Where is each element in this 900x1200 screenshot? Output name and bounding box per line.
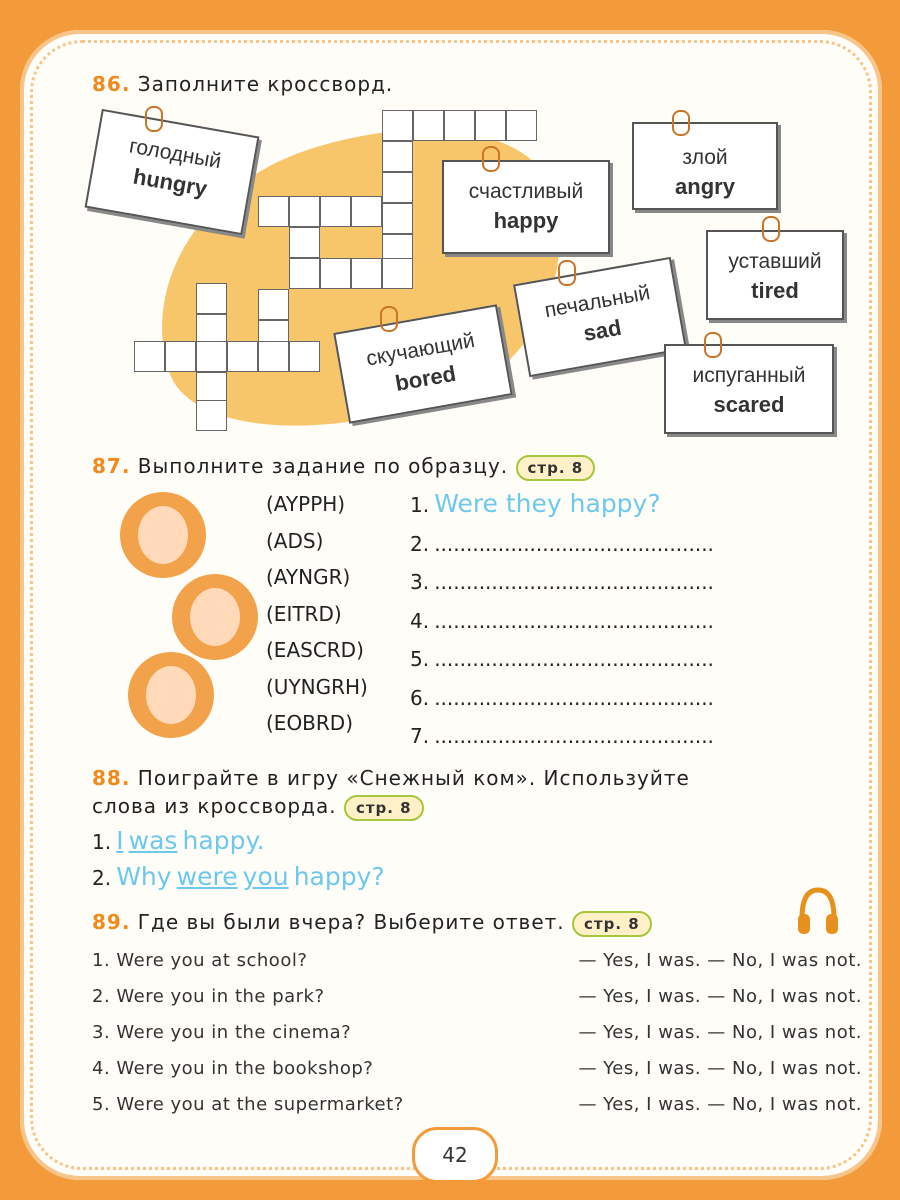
question-text: 5. Were you at the supermarket? xyxy=(92,1094,404,1115)
line-number: 3. xyxy=(410,570,430,594)
handwritten-word: you xyxy=(242,862,289,891)
answer-choices[interactable]: — Yes, I was. — No, I was not. xyxy=(578,1022,862,1043)
ex89-questions xyxy=(92,950,862,1130)
scrambled-word: (ADS) xyxy=(266,528,324,553)
handwritten-word: I xyxy=(116,826,124,855)
answer-line[interactable] xyxy=(410,564,830,603)
question-text: 4. Were you in the bookshop? xyxy=(92,1058,374,1079)
ex89-heading xyxy=(92,910,652,937)
crossword-cell[interactable] xyxy=(196,283,227,314)
line-number: 1. xyxy=(92,830,112,854)
line-number: 2. xyxy=(92,866,112,890)
crossword-cell[interactable] xyxy=(506,110,537,141)
question-row xyxy=(92,1058,862,1094)
crossword-cell[interactable] xyxy=(382,203,413,234)
line-number: 4. xyxy=(410,608,430,633)
paperclip-icon xyxy=(558,260,576,286)
card-en: bored xyxy=(393,360,458,396)
crossword-cell[interactable] xyxy=(289,227,320,258)
answer-lines xyxy=(410,486,830,757)
card-en: tired xyxy=(751,278,799,303)
crossword-cell[interactable] xyxy=(289,258,320,289)
ex86-heading xyxy=(92,72,393,96)
crossword-cell[interactable] xyxy=(165,341,196,372)
ex87-number: 87. xyxy=(92,454,131,478)
headphones-icon xyxy=(796,884,840,940)
paperclip-icon xyxy=(145,106,163,132)
crossword-cell[interactable] xyxy=(258,196,289,227)
crossword-cell[interactable] xyxy=(196,400,227,431)
card-ru: счастливый xyxy=(468,180,584,203)
ex86-title: Заполните кроссворд. xyxy=(137,72,394,96)
page-number: 42 xyxy=(412,1127,498,1183)
happy-boy-face-icon xyxy=(120,492,206,578)
answer-line-1 xyxy=(410,486,830,526)
question-row xyxy=(92,1094,862,1130)
card-en: scared xyxy=(713,392,785,417)
crossword-cell[interactable] xyxy=(320,196,351,227)
card-ru: печальный xyxy=(542,281,652,323)
scrambled-word: (EASCRD) xyxy=(266,638,364,662)
ex87-heading xyxy=(92,454,595,481)
crossword-cell[interactable] xyxy=(227,341,258,372)
line-number: 7. xyxy=(410,724,430,748)
answer-line[interactable] xyxy=(410,526,830,565)
ex88-title-line2: слова из кроссворда. xyxy=(92,794,337,818)
crossword-cell[interactable] xyxy=(258,289,289,320)
word-card-tired xyxy=(706,230,844,320)
paperclip-icon xyxy=(704,332,722,358)
angry-boy-face-icon xyxy=(172,574,258,660)
dotted-blank[interactable]: ............................................ xyxy=(434,570,714,594)
scrambled-word: (EITRD) xyxy=(266,601,342,626)
dotted-blank[interactable]: ............................................ xyxy=(434,647,714,671)
crossword-cell[interactable] xyxy=(289,196,320,227)
question-row xyxy=(92,1022,862,1058)
scrambled-words xyxy=(266,486,368,742)
crossword-cell[interactable] xyxy=(413,110,444,141)
paperclip-icon xyxy=(762,216,780,242)
snowball-line-1 xyxy=(92,826,265,855)
word-card-scared xyxy=(664,344,834,434)
face-head xyxy=(190,588,240,646)
paperclip-icon xyxy=(672,110,690,136)
line-number: 6. xyxy=(410,685,430,710)
ex88-heading xyxy=(92,766,842,821)
crossword-cell[interactable] xyxy=(320,258,351,289)
answer-line[interactable] xyxy=(410,641,830,680)
dotted-blank[interactable]: ............................................ xyxy=(434,724,714,748)
face-head xyxy=(138,506,188,564)
crossword-cell[interactable] xyxy=(258,341,289,372)
ex87-title: Выполните задание по образцу. xyxy=(137,454,509,478)
ex89-number: 89. xyxy=(92,910,131,934)
dotted-blank[interactable]: ............................................ xyxy=(434,685,714,710)
question-row xyxy=(92,950,862,986)
crossword-cell[interactable] xyxy=(382,110,413,141)
paperclip-icon xyxy=(380,306,398,332)
handwritten-word: happy? xyxy=(293,862,385,891)
ex88-number: 88. xyxy=(92,766,131,790)
crossword-cell[interactable] xyxy=(382,258,413,289)
face-head xyxy=(146,666,196,724)
question-row xyxy=(92,986,862,1022)
ex86-number: 86. xyxy=(92,72,131,96)
scrambled-word: (UYNGRH) xyxy=(266,674,368,699)
snowball-line-2 xyxy=(92,862,385,891)
dotted-blank[interactable]: ............................................ xyxy=(434,531,714,556)
crossword-cell[interactable] xyxy=(351,258,382,289)
card-en: happy xyxy=(493,208,559,233)
ex89-title: Где вы были вчера? Выберите ответ. xyxy=(137,910,565,934)
line-number: 1. xyxy=(410,493,430,517)
page-ref-tag: стр. 8 xyxy=(516,455,596,481)
crossword-cell[interactable] xyxy=(196,341,227,372)
card-ru: скучающий xyxy=(364,328,477,371)
crossword-cell[interactable] xyxy=(134,341,165,372)
question-text: 3. Were you in the cinema? xyxy=(92,1022,352,1043)
answer-choices[interactable]: — Yes, I was. — No, I was not. xyxy=(578,1094,862,1115)
crossword-cell[interactable] xyxy=(196,372,227,403)
answer-line[interactable] xyxy=(410,680,830,719)
card-en: sad xyxy=(581,314,624,346)
card-ru: злой xyxy=(682,146,728,169)
crossword-cell[interactable] xyxy=(382,172,413,203)
card-en: hungry xyxy=(131,163,210,202)
answer-choices[interactable]: — Yes, I was. — No, I was not. xyxy=(578,950,862,971)
card-ru: уставший xyxy=(728,250,822,273)
crossword-cell[interactable] xyxy=(475,110,506,141)
crossword-cell[interactable] xyxy=(444,110,475,141)
scrambled-word: (EOBRD) xyxy=(266,711,354,735)
ex88-title-line1: Поиграйте в игру «Снежный ком». Используйте xyxy=(137,766,690,790)
paperclip-icon xyxy=(482,146,500,172)
scrambled-word: (AYNGR) xyxy=(266,565,351,589)
line-number: 2. xyxy=(410,531,430,556)
crossword-cell[interactable] xyxy=(351,196,382,227)
answer-line[interactable] xyxy=(410,603,830,642)
scrambled-word: (AYPPH) xyxy=(266,492,346,516)
example-answer: Were they happy? xyxy=(434,489,661,518)
answer-line[interactable] xyxy=(410,718,830,757)
word-card-happy xyxy=(442,160,610,254)
question-text: 1. Were you at school? xyxy=(92,950,308,971)
word-card-angry xyxy=(632,122,778,210)
page-ref-tag: стр. 8 xyxy=(572,911,652,937)
handwritten-word: happy. xyxy=(182,826,265,855)
question-text: 2. Were you in the park? xyxy=(92,986,325,1007)
answer-choices[interactable]: — Yes, I was. — No, I was not. xyxy=(578,986,862,1007)
card-ru: голодный xyxy=(127,134,223,174)
dotted-blank[interactable]: ............................................ xyxy=(434,608,714,633)
sad-girl-face-icon xyxy=(128,652,214,738)
crossword-cell[interactable] xyxy=(382,141,413,172)
card-ru: испуганный xyxy=(692,364,806,387)
card-en: angry xyxy=(675,174,735,199)
handwritten-word: was xyxy=(128,826,178,855)
page-ref-tag: стр. 8 xyxy=(344,795,424,821)
answer-choices[interactable]: — Yes, I was. — No, I was not. xyxy=(578,1058,862,1079)
crossword-cell[interactable] xyxy=(289,341,320,372)
handwritten-word: Why xyxy=(116,862,172,891)
handwritten-word: were xyxy=(176,862,238,891)
line-number: 5. xyxy=(410,647,430,671)
